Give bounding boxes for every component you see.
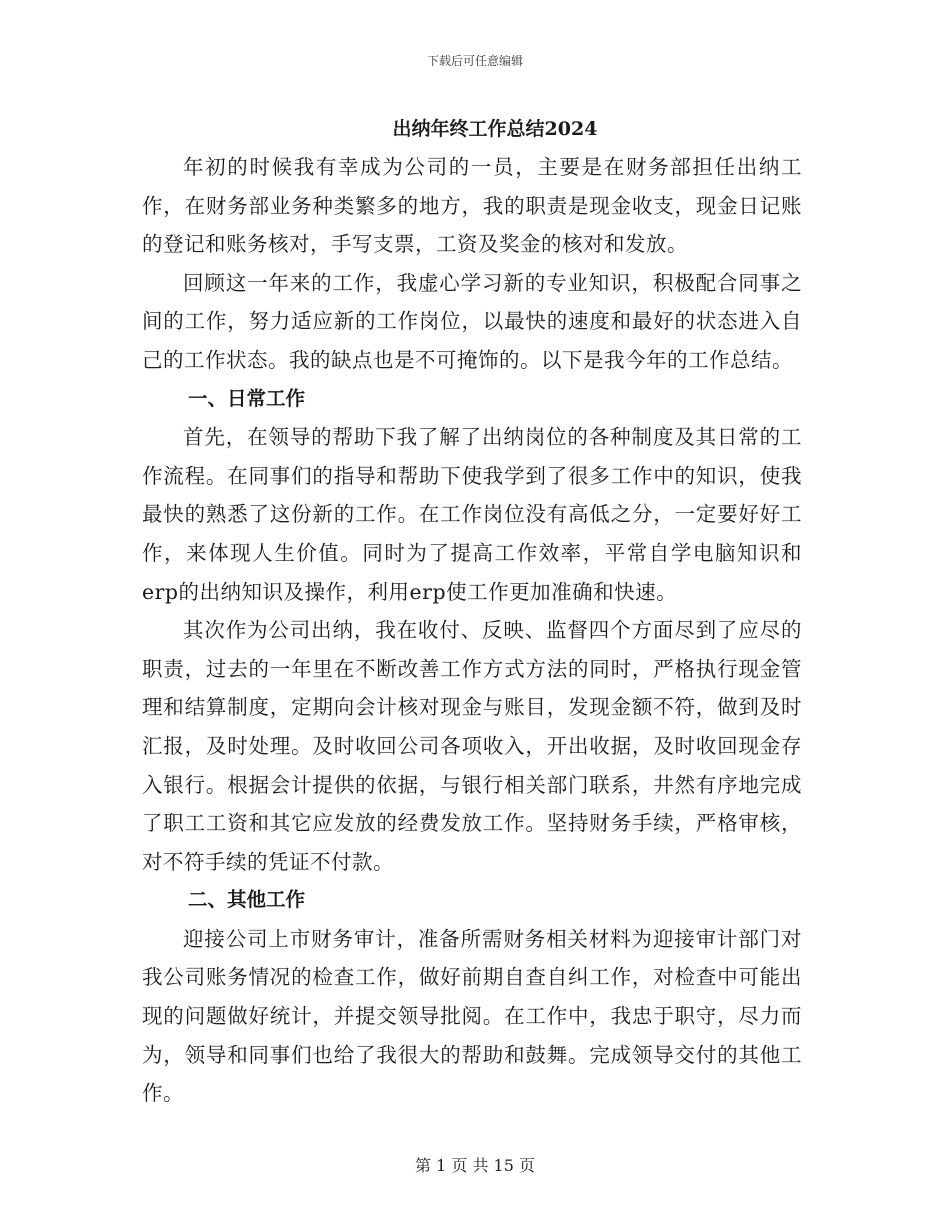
- section1-paragraph-2: 其次作为公司出纳，我在收付、反映、监督四个方面尽到了应尽的职责，过去的一年里在不断改善工作方式方法的同时，严格执行现金管理和结算制度，定期向会计核对现金与账目，发现金额不符，做到及时汇报，及时处理。及时收回公司各项收入，开出收据，及时收回现金存入银行。根据会计提供的依据，与银行相关部门联系，井然有序地完成了职工工资和其它应发放的经费发放工作。坚持财务手续，严格审核，对不符手续的凭证不付款。: [142, 618, 802, 874]
- document-body: [142, 148, 802, 1113]
- document-title: 出纳年终工作总结2024: [392, 118, 598, 140]
- section1-paragraph-1: 首先，在领导的帮助下我了解了出纳岗位的各种制度及其日常的工作流程。在同事们的指导和帮助下使我学到了很多工作中的知识，使我最快的熟悉了这份新的工作。在工作岗位没有高低之分，一定要好好工作，来体现人生价值。同时为了提高工作效率，平常自学电脑知识和erp的出纳知识及操作，利用erp使工作更加准确和快速。: [142, 425, 802, 604]
- section2-paragraph-1: 迎接公司上市财务审计，准备所需财务相关材料为迎接审计部门对我公司账务情况的检查工作，做好前期自查自纠工作，对检查中可能出现的问题做好统计，并提交领导批阅。在工作中，我忠于职守，尽力而为，领导和同事们也给了我很大的帮助和鼓舞。完成领导交付的其他工作。: [142, 926, 802, 1106]
- intro-paragraph-2: 回顾这一年来的工作，我虚心学习新的专业知识，积极配合同事之间的工作，努力适应新的工作岗位，以最快的速度和最好的状态进入自己的工作状态。我的缺点也是不可掩饰的。以下是我今年的工作总结。: [142, 270, 802, 372]
- section-heading-other-work: 二、其他工作: [188, 888, 306, 912]
- intro-paragraph-1: 年初的时候我有幸成为公司的一员，主要是在财务部担任出纳工作，在财务部业务种类繁多的地方，我的职责是现金收支，现金日记账的登记和账务核对，手写支票，工资及奖金的核对和发放。: [142, 155, 802, 257]
- header-note: 下载后可任意编辑: [426, 54, 523, 68]
- page-number-footer: 第 1 页 共 15 页: [415, 1156, 535, 1175]
- section-heading-daily-work: 一、日常工作: [188, 386, 306, 410]
